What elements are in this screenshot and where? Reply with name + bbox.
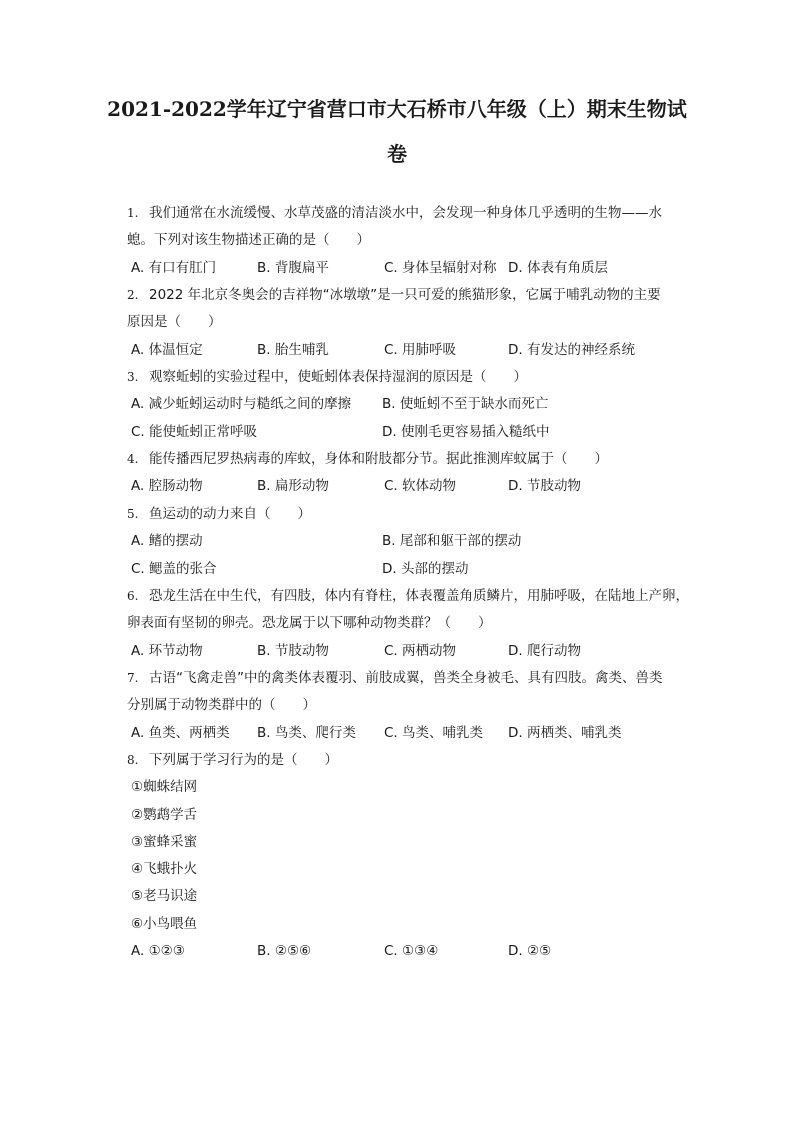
option-c[interactable]: C. 能使蚯蚓正常呼吸 bbox=[131, 423, 258, 440]
option-d[interactable]: D. 使刚毛更容易插入糙纸中 bbox=[382, 423, 550, 440]
option-a[interactable]: A. 鳍的摆动 bbox=[131, 533, 203, 550]
question-text: 2022 年北京冬奥会的吉祥物“冰墩墩”是一只可爱的熊猫形象，它属于哺乳动物的主要 bbox=[149, 287, 661, 303]
list-item: ⑥小鸟喂鱼 bbox=[131, 915, 198, 932]
question-number: 5. bbox=[127, 507, 139, 521]
option-c[interactable]: C. ①③④ bbox=[384, 943, 439, 960]
question-text: 古语“飞禽走兽”中的禽类体表覆羽、前肢成翼，兽类全身被毛、具有四肢。禽类、兽类 bbox=[149, 670, 663, 686]
option-a[interactable]: A. 腔肠动物 bbox=[131, 478, 203, 495]
list-item: ②鹦鹉学舌 bbox=[131, 806, 198, 823]
question-number: 1. bbox=[127, 206, 139, 220]
option-c[interactable]: C. 鸟类、哺乳类 bbox=[384, 724, 484, 741]
option-c[interactable]: C. 用肺呼吸 bbox=[384, 341, 457, 358]
question-text: 螅。下列对该生物描述正确的是（ ） bbox=[127, 232, 370, 249]
options-row bbox=[127, 720, 697, 747]
question-number: 7. bbox=[127, 671, 139, 685]
list-item: ④飞蛾扑火 bbox=[131, 861, 198, 878]
option-c[interactable]: C. 软体动物 bbox=[384, 478, 457, 495]
option-d[interactable]: D. 头部的摆动 bbox=[382, 560, 469, 577]
question-3 bbox=[127, 364, 697, 446]
option-b[interactable]: B. 胎生哺乳 bbox=[257, 341, 329, 358]
option-a[interactable]: A. ①②③ bbox=[131, 943, 185, 960]
question-number: 4. bbox=[127, 452, 139, 466]
question-text: 原因是（ ） bbox=[127, 314, 222, 331]
option-c[interactable]: C. 身体呈辐射对称 bbox=[384, 259, 497, 276]
option-d[interactable]: D. ②⑤ bbox=[508, 943, 552, 960]
option-b[interactable]: B. 使蚯蚓不至于缺水而死亡 bbox=[382, 396, 549, 413]
option-a[interactable]: A. 鱼类、两栖类 bbox=[131, 724, 230, 741]
question-text: 我们通常在水流缓慢、水草茂盛的清洁淡水中，会发现一种身体几乎透明的生物——水 bbox=[149, 205, 662, 221]
option-b[interactable]: B. 背腹扁平 bbox=[257, 259, 329, 276]
options-row bbox=[127, 528, 697, 555]
option-d[interactable]: D. 爬行动物 bbox=[508, 642, 581, 659]
question-8 bbox=[127, 747, 697, 965]
question-1 bbox=[127, 200, 697, 282]
options-row bbox=[127, 556, 697, 583]
option-d[interactable]: D. 体表有角质层 bbox=[508, 259, 608, 276]
question-text: 分别属于动物类群中的（ ） bbox=[127, 697, 316, 714]
option-a[interactable]: A. 体温恒定 bbox=[131, 341, 203, 358]
question-number: 8. bbox=[127, 753, 139, 767]
question-2 bbox=[127, 282, 697, 364]
option-b[interactable]: B. 鸟类、爬行类 bbox=[257, 724, 356, 741]
question-text: 下列属于学习行为的是（ ） bbox=[149, 752, 338, 768]
question-6 bbox=[127, 583, 697, 665]
options-row bbox=[127, 638, 697, 665]
option-b[interactable]: B. 扁形动物 bbox=[257, 478, 329, 495]
question-number: 3. bbox=[127, 370, 139, 384]
option-a[interactable]: A. 环节动物 bbox=[131, 642, 203, 659]
question-text: 能传播西尼罗热病毒的库蚊，身体和附肢都分节。据此推测库蚊属于（ ） bbox=[149, 451, 608, 467]
option-d[interactable]: D. 两栖类、哺乳类 bbox=[508, 724, 622, 741]
options-row bbox=[127, 473, 697, 500]
options-row bbox=[127, 255, 697, 282]
options-row bbox=[127, 337, 697, 364]
question-number: 6. bbox=[127, 589, 139, 603]
question-7 bbox=[127, 665, 697, 747]
question-text: 卵表面有坚韧的卵壳。恐龙属于以下哪种动物类群？（ ） bbox=[127, 615, 492, 632]
option-d[interactable]: D. 有发达的神经系统 bbox=[508, 341, 635, 358]
list-item: ⑤老马识途 bbox=[131, 888, 198, 905]
options-row bbox=[127, 419, 697, 446]
list-item: ①蜘蛛结网 bbox=[131, 779, 198, 796]
question-4 bbox=[127, 446, 697, 501]
question-number: 2. bbox=[127, 288, 139, 302]
list-item: ③蜜蜂采蜜 bbox=[131, 833, 198, 850]
option-a[interactable]: A. 减少蚯蚓运动时与糙纸之间的摩擦 bbox=[131, 396, 352, 413]
exam-title-line1: 2021-2022学年辽宁省营口市大石桥市八年级（上）期末生物试 bbox=[107, 97, 687, 121]
question-text: 鱼运动的动力来自（ ） bbox=[149, 506, 311, 522]
option-b[interactable]: B. 节肢动物 bbox=[257, 642, 329, 659]
option-c[interactable]: C. 鳃盖的张合 bbox=[131, 560, 217, 577]
option-a[interactable]: A. 有口有肛门 bbox=[131, 259, 217, 276]
options-row bbox=[127, 938, 697, 965]
exam-title-line2: 卷 bbox=[387, 142, 407, 166]
question-text: 恐龙生活在中生代，有四肢，体内有脊柱，体表覆盖角质鳞片，用肺呼吸，在陆地上产卵， bbox=[149, 588, 689, 604]
question-5 bbox=[127, 501, 697, 583]
option-d[interactable]: D. 节肢动物 bbox=[508, 478, 581, 495]
options-row bbox=[127, 391, 697, 418]
option-b[interactable]: B. 尾部和躯干部的摆动 bbox=[382, 533, 522, 550]
question-text: 观察蚯蚓的实验过程中，使蚯蚓体表保持湿润的原因是（ ） bbox=[149, 369, 527, 385]
option-b[interactable]: B. ②⑤⑥ bbox=[257, 943, 312, 960]
option-c[interactable]: C. 两栖动物 bbox=[384, 642, 457, 659]
